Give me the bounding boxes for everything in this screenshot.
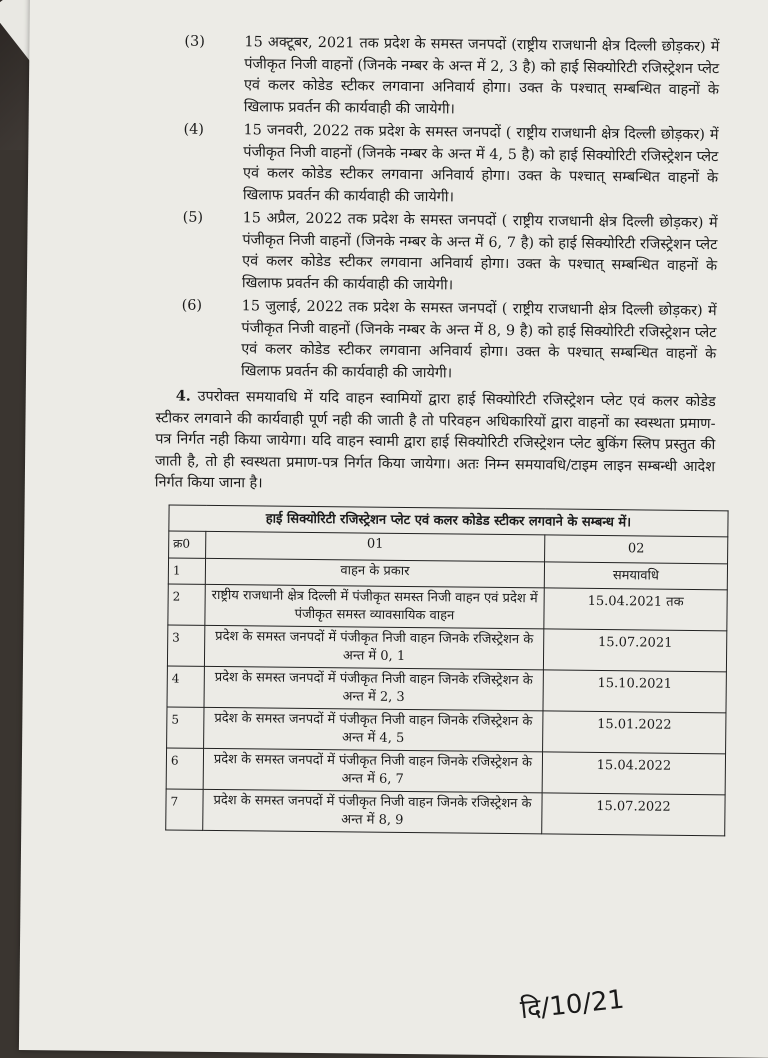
paragraph-text: उपरोक्त समयावधि में यदि वाहन स्वामियों द्वारा हाई सिक्योरिटी रजिस्ट्रेशन प्लेट एवं कलर कोडेड स्टीकर लगवाने की कार्यवाही पूर्ण नही की जाती है तो परिवहन अधिकारियों द्वारा वाहनों का स्वस्थता प्रमाण-पत्र निर्गत नही किया जायेगा। यदि वाहन स्वामी द्वारा हाई सिक्योरिटी रजिस्ट्रेशन प्लेट बुकिंग स्लिप प्रस्तुत की जाती है, तो ही स्वस्थता प्रमाण-पत्र निर्गत किया जायेगा। अतः निम्न समयावधि/टाइम लाइन सम्बन्धी आदेश निर्गत किया जाना है। xyxy=(154,388,716,492)
item-number: (5) xyxy=(182,209,204,226)
item-text: 15 अक्टूबर, 2021 तक प्रदेश के समस्त जनपदों (राष्ट्रीय राजधानी क्षेत्र दिल्ली छोड़कर) में पंजीकृत निजी वाहनों (जिनके नम्बर के अन्त में 2, 3 है) को हाई सिक्योरिटी रजिस्ट्रेशन प्लेट एवं कलर कोडेड स्टीकर लगवाना अनिवार्य होगा। उक्त के पश्चात् सम्बन्धित वाहनों के खिलाफ प्रवर्तन की कार्यवाही की जायेगी। xyxy=(243,34,720,117)
paragraph-number: 4. xyxy=(175,387,191,405)
item-text: 15 जुलाई, 2022 तक प्रदेश के समस्त जनपदों ( राष्ट्रीय राजधानी क्षेत्र दिल्ली छोड़कर) में पंजीकृत निजी वाहनों (जिनके नम्बर के अन्त में 8, 9 है) को हाई सिक्योरिटी रजिस्ट्रेशन प्लेट एवं कलर कोडेड स्टीकर लगवाना अनिवार्य होगा। उक्त के पश्चात् सम्बन्धित वाहनों के खिलाफ प्रवर्तन की कार्यवाही की जायेगी। xyxy=(240,298,717,381)
column-header-serial: क्र0 xyxy=(169,531,206,558)
table-title: हाई सिक्योरिटी रजिस्ट्रेशन प्लेट एवं कलर कोडेड स्टीकर लगवाने के सम्बन्ध में। xyxy=(169,504,728,536)
row-date: 15.04.2022 xyxy=(542,752,725,795)
row-description: वाहन के प्रकार xyxy=(205,558,544,588)
list-item xyxy=(159,31,720,123)
row-description: प्रदेश के समस्त जनपदों में पंजीकृत निजी वाहन जिनके रजिस्ट्रेशन के अन्त में 2, 3 xyxy=(204,666,543,711)
table-row xyxy=(166,789,725,836)
list-item xyxy=(156,295,717,387)
column-header-02: 02 xyxy=(545,535,728,563)
column-header-01: 01 xyxy=(206,531,545,561)
row-description: प्रदेश के समस्त जनपदों में पंजीकृत निजी वाहन जिनके रजिस्ट्रेशन के अन्त में 6, 7 xyxy=(203,748,542,793)
row-date: 15.07.2022 xyxy=(542,793,725,836)
row-number: 4 xyxy=(167,666,204,707)
row-date: 15.07.2021 xyxy=(543,629,726,672)
row-number: 6 xyxy=(166,748,203,789)
row-date: 15.10.2021 xyxy=(543,670,726,713)
table-row xyxy=(167,666,726,713)
paragraph-4 xyxy=(155,385,716,499)
list-item xyxy=(158,119,719,211)
row-description: राष्ट्रीय राजधानी क्षेत्र दिल्ली में पंजीकृत समस्त निजी वाहन एवं प्रदेश में पंजीकृत समस्त व्यावसायिक वाहन xyxy=(205,584,544,629)
row-number: 7 xyxy=(166,789,203,830)
row-number: 5 xyxy=(167,707,204,748)
table-row xyxy=(167,707,726,754)
row-number: 2 xyxy=(168,584,205,625)
timeline-table xyxy=(165,504,728,836)
row-date: समयावधि xyxy=(544,561,727,589)
table-row xyxy=(168,584,727,631)
item-number: (6) xyxy=(181,297,203,314)
row-number: 1 xyxy=(168,557,205,584)
document-content xyxy=(151,31,719,836)
row-date: 15.01.2022 xyxy=(543,711,726,754)
list-item xyxy=(157,207,718,299)
item-number: (4) xyxy=(183,121,205,138)
table-row xyxy=(167,625,726,672)
row-number: 3 xyxy=(167,625,204,666)
item-text: 15 जनवरी, 2022 तक प्रदेश के समस्त जनपदों ( राष्ट्रीय राजधानी क्षेत्र दिल्ली छोड़कर) में पंजीकृत निजी वाहनों (जिनके नम्बर के अन्त में 4, 5 है) को हाई सिक्योरिटी रजिस्ट्रेशन प्लेट एवं कलर कोडेड स्टीकर लगवाना अनिवार्य होगा। उक्त के पश्चात् सम्बन्धित वाहनों के खिलाफ प्रवर्तन की कार्यवाही की जायेगी। xyxy=(242,122,719,205)
row-description: प्रदेश के समस्त जनपदों में पंजीकृत निजी वाहन जिनके रजिस्ट्रेशन के अन्त में 0, 1 xyxy=(204,625,543,670)
row-description: प्रदेश के समस्त जनपदों में पंजीकृत निजी वाहन जिनके रजिस्ट्रेशन के अन्त में 4, 5 xyxy=(204,707,543,752)
table-row xyxy=(166,748,725,795)
row-description: प्रदेश के समस्त जनपदों में पंजीकृत निजी वाहन जिनके रजिस्ट्रेशन के अन्त में 8, 9 xyxy=(203,789,542,834)
handwritten-signature: दि/10/21 xyxy=(518,984,626,1026)
document-page xyxy=(19,0,768,1058)
item-text: 15 अप्रैल, 2022 तक प्रदेश के समस्त जनपदों ( राष्ट्रीय राजधानी क्षेत्र दिल्ली छोड़कर) में पंजीकृत निजी वाहनों (जिनके नम्बर के अन्त में 6, 7 है) को हाई सिक्योरिटी रजिस्ट्रेशन प्लेट एवं कलर कोडेड स्टीकर लगवाना अनिवार्य होगा। उक्त के पश्चात् सम्बन्धित वाहनों के खिलाफ प्रवर्तन की कार्यवाही की जायेगी। xyxy=(241,210,718,293)
row-date: 15.04.2021 तक xyxy=(544,588,727,631)
item-number: (3) xyxy=(184,33,205,50)
